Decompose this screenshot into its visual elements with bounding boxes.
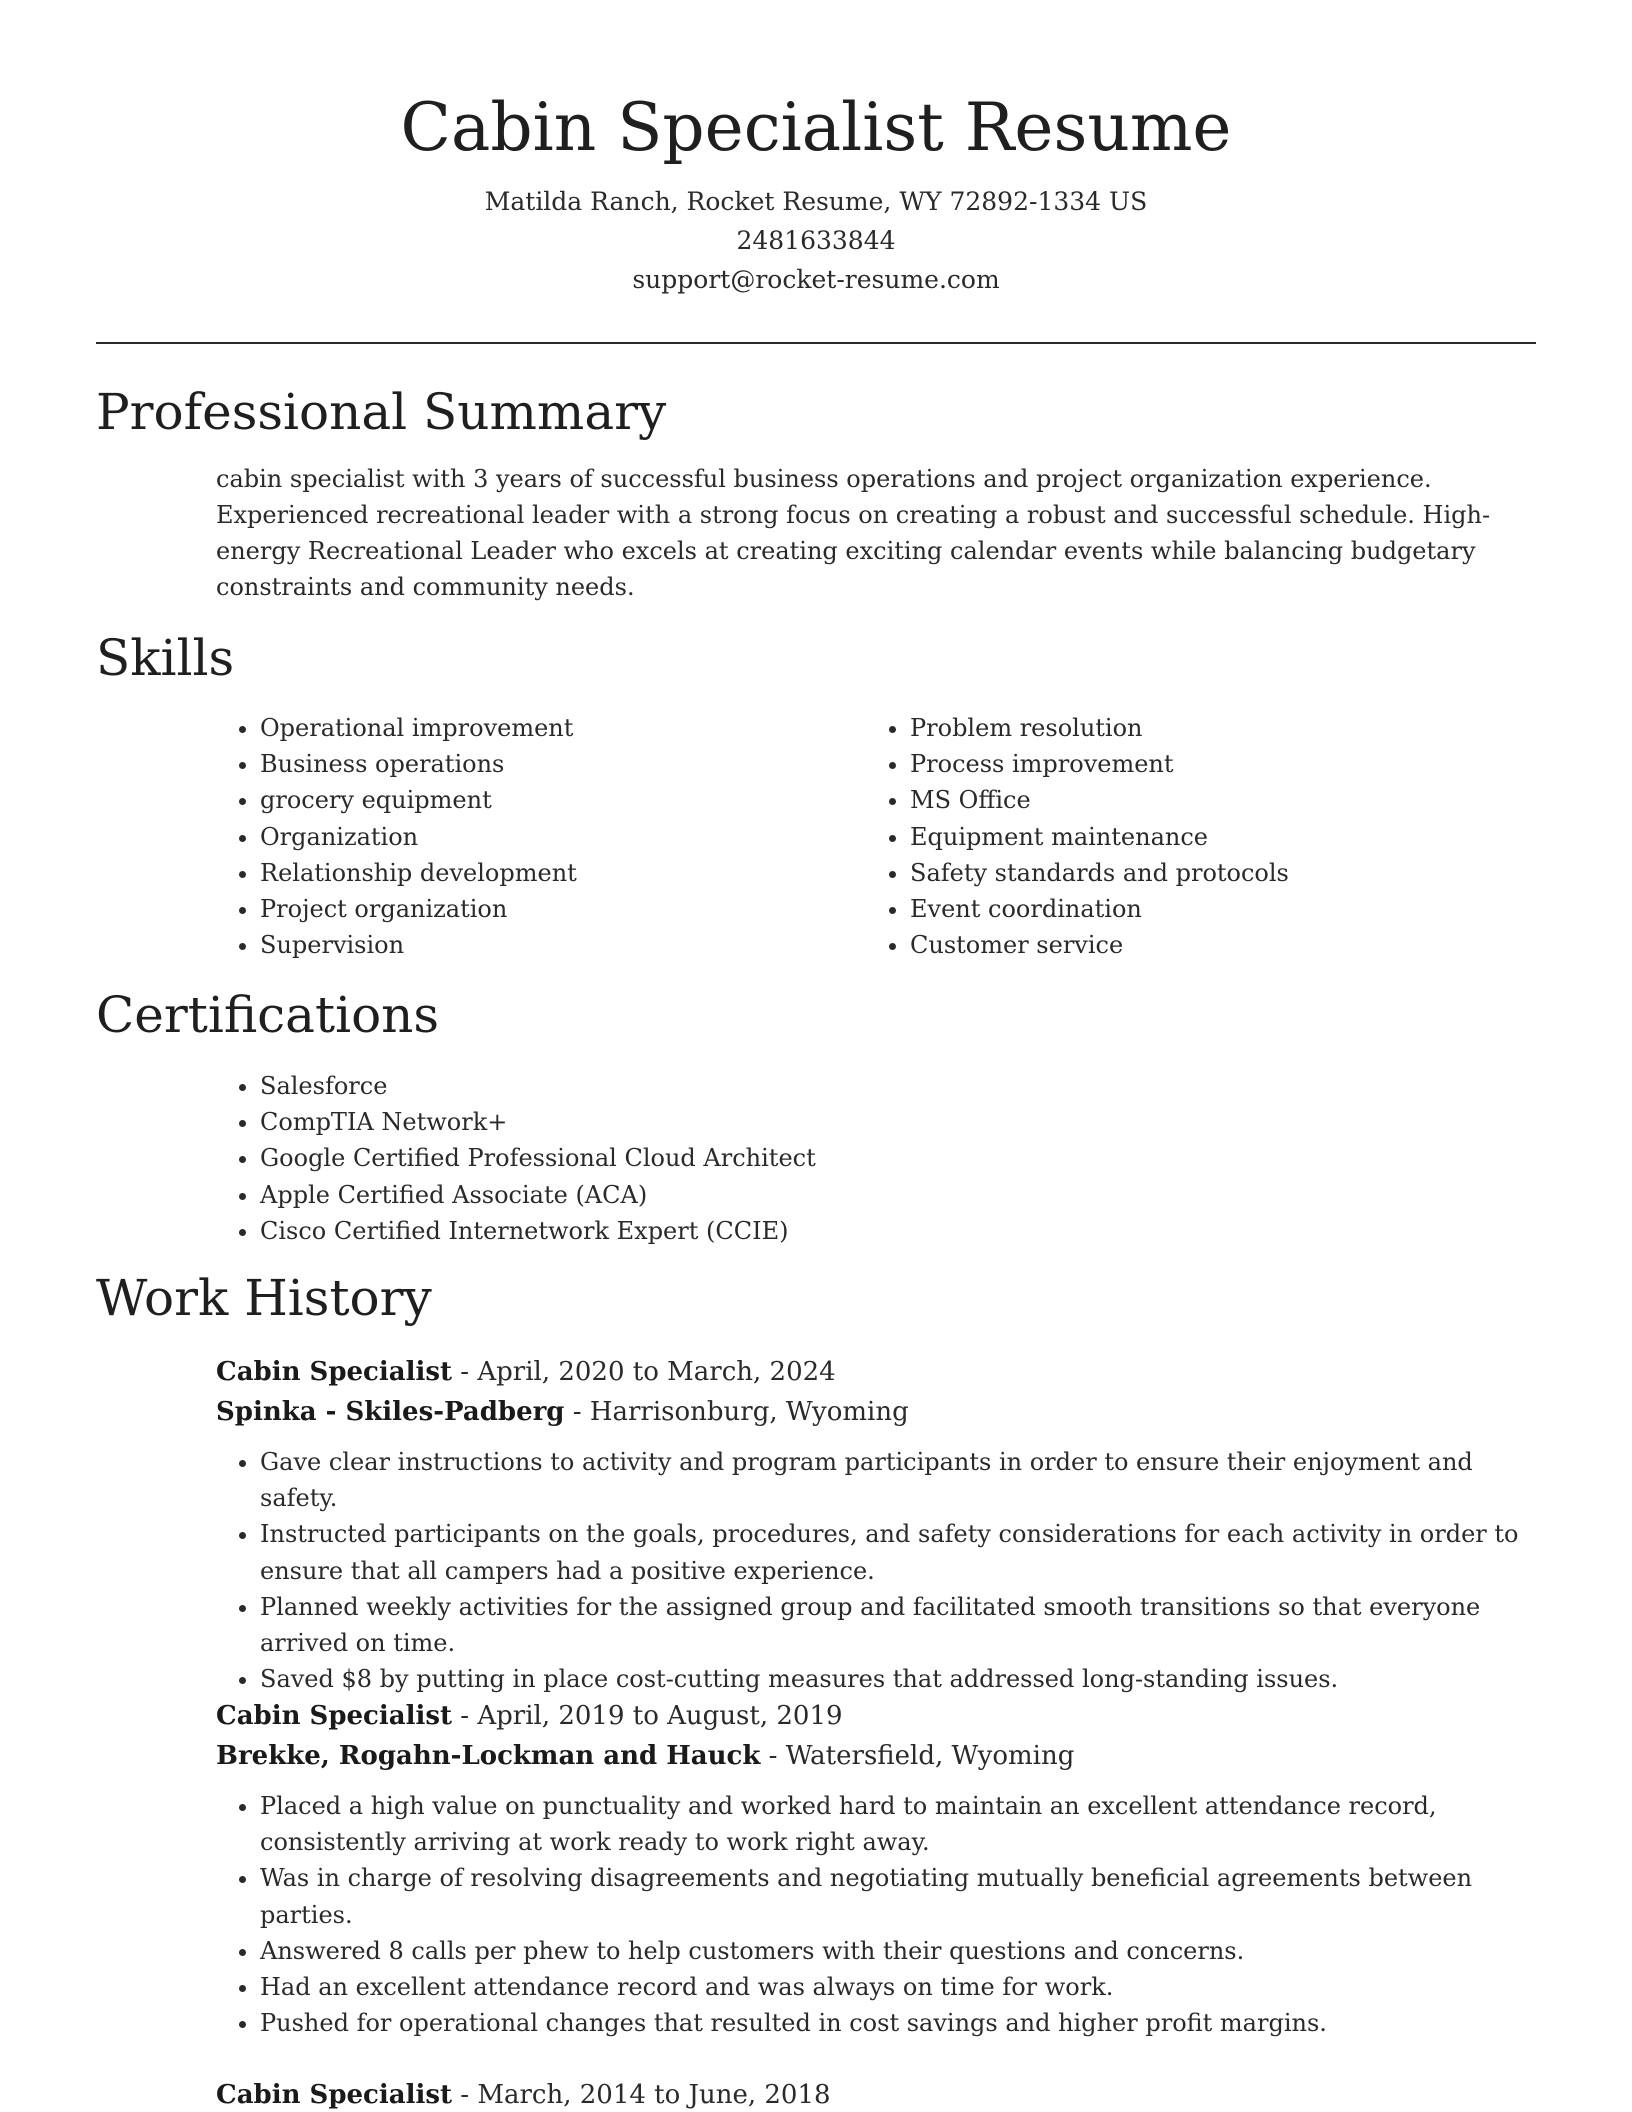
job-entry [216,1352,1536,1697]
job-bullet: • Was in charge of resolving disagreements and negotiating mutually beneficial agreements between parties. [260,1860,1536,1932]
skills-list-left [216,710,846,963]
contact-info [0,182,1632,299]
job-entry [216,1696,1536,2041]
job-bullets [216,1444,1536,1697]
job-title-line [216,2075,1536,2112]
skill-item: • Equipment maintenance [910,819,1536,855]
certifications-block [216,1068,816,1249]
job-title: Cabin Specialist [216,1701,453,1731]
job-dates: March, 2014 to June, 2018 [477,2080,831,2110]
skills-column-left [216,710,846,963]
resume-header [0,0,1632,299]
job-location: Harrisonburg, Wyoming [589,1397,909,1427]
skill-item: • Business operations [260,746,846,782]
skill-item: • Organization [260,819,846,855]
job-entry [216,2075,1536,2112]
job-company-line [216,1736,1536,1776]
certification-item: • Cisco Certified Internetwork Expert (CCIE) [260,1213,816,1249]
job-bullet: • Placed a high value on punctuality and worked hard to maintain an excellent attendance record, consistently arriving at work ready to work right away. [260,1788,1536,1860]
skill-item: • Safety standards and protocols [910,855,1536,891]
certifications-heading: Certifications [96,986,440,1044]
skill-item: • Customer service [910,927,1536,963]
skill-item: • Event coordination [910,891,1536,927]
separator: - [452,1701,478,1731]
skill-item: • Problem resolution [910,710,1536,746]
work-history-heading: Work History [96,1269,432,1327]
separator: - [760,1741,786,1771]
skill-item: • Supervision [260,927,846,963]
summary-heading: Professional Summary [96,383,667,441]
job-bullet: • Answered 8 calls per phew to help customers with their questions and concerns. [260,1933,1536,1969]
header-divider [96,342,1536,344]
job-title: Cabin Specialist [216,1357,453,1387]
job-bullets [216,1788,1536,2041]
job-bullet: • Gave clear instructions to activity and program participants in order to ensure their enjoyment and safety. [260,1444,1536,1516]
certifications-list [216,1068,816,1249]
job-title-line [216,1696,1536,1736]
skill-item: • grocery equipment [260,782,846,818]
job-bullet: • Had an excellent attendance record and was always on time for work. [260,1969,1536,2005]
job-location: Watersfield, Wyoming [785,1741,1075,1771]
certification-item: • Google Certified Professional Cloud Architect [260,1140,816,1176]
job-company: Spinka - Skiles-Padberg [216,1397,565,1427]
certification-item: • CompTIA Network+ [260,1104,816,1140]
job-dates: April, 2020 to March, 2024 [477,1357,836,1387]
skill-item: • Process improvement [910,746,1536,782]
job-dates: April, 2019 to August, 2019 [477,1701,843,1731]
job-title-line [216,1352,1536,1392]
job-bullet: • Pushed for operational changes that resulted in cost savings and higher profit margins. [260,2005,1536,2041]
job-bullet: • Saved $8 by putting in place cost-cutting measures that addressed long-standing issues. [260,1661,1536,1697]
job-bullet: • Instructed participants on the goals, procedures, and safety considerations for each activity in order to ensure that all campers had a positive experience. [260,1516,1536,1588]
skill-item: • Project organization [260,891,846,927]
skill-item: • Operational improvement [260,710,846,746]
contact-email: support@rocket-resume.com [632,265,1000,294]
separator: - [452,1357,478,1387]
separator: - [452,2080,478,2110]
contact-phone: 2481633844 [736,226,896,255]
job-title: Cabin Specialist [216,2080,453,2110]
skills-column-right [866,710,1536,963]
skill-item: • Relationship development [260,855,846,891]
skills-list-right [866,710,1536,963]
certification-item: • Apple Certified Associate (ACA) [260,1177,816,1213]
page-title: Cabin Specialist Resume [400,89,1232,166]
separator: - [564,1397,590,1427]
certification-item: • Salesforce [260,1068,816,1104]
skill-item: • MS Office [910,782,1536,818]
summary-text: cabin specialist with 3 years of successful business operations and project organization experience. Experienced recreational leader with a strong focus on creating a robust and successful schedule. High-energy Recreational Leader who excels at creating exciting calendar events while balancing budgetary constraints and community needs. [216,465,1491,601]
skills-heading: Skills [96,629,235,687]
job-company-line [216,1392,1536,1432]
job-bullet: • Planned weekly activities for the assigned group and facilitated smooth transitions so that everyone arrived on time. [260,1589,1536,1661]
contact-address: Matilda Ranch, Rocket Resume, WY 72892-1334 US [484,187,1148,216]
job-company: Brekke, Rogahn-Lockman and Hauck [216,1741,761,1771]
